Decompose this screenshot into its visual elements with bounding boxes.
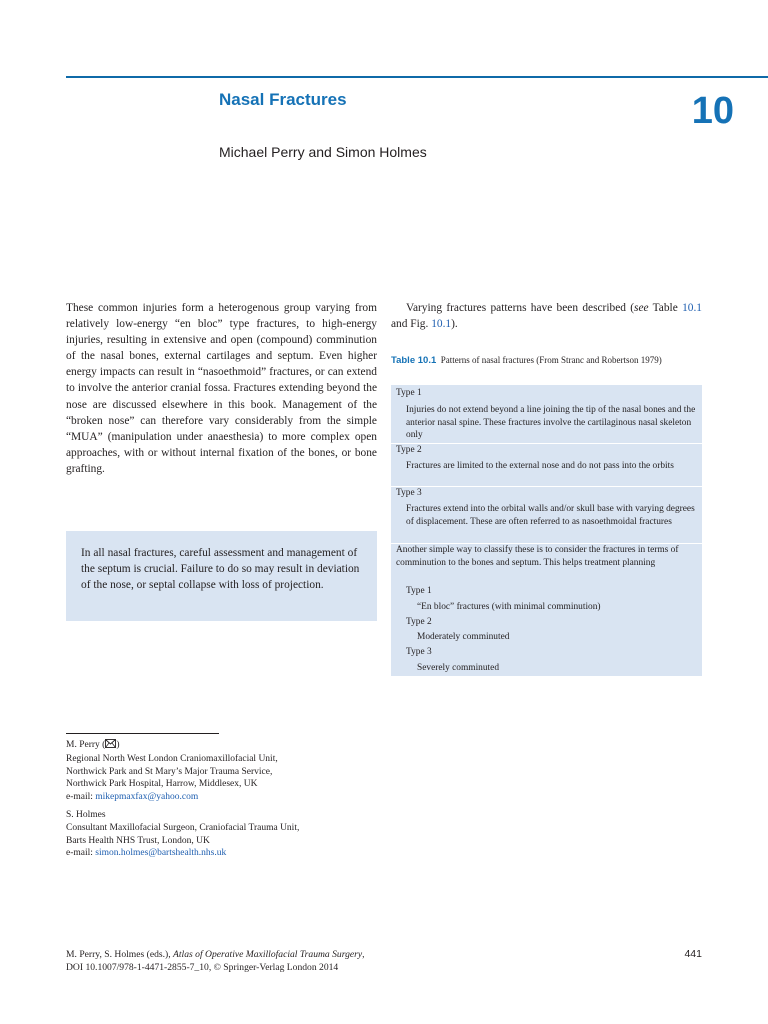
- patterns-paragraph: [391, 300, 702, 332]
- table-row-text: Injuries do not extend beyond a line joining the tip of the nasal bones and the anterior nasal spine. These fractures involve the cartilaginous nasal skeleton only: [406, 405, 696, 440]
- page-number: 441: [684, 948, 702, 960]
- citation-book-title: Atlas of Operative Maxillofacial Trauma Surgery: [173, 949, 363, 960]
- key-point-box: [66, 531, 377, 621]
- holmes-affiliation: Consultant Maxillofacial Surgeon, Craniofacial Trauma Unit,: [66, 822, 300, 833]
- envelope-icon[interactable]: [105, 739, 116, 753]
- chapter-authors: Michael Perry and Simon Holmes: [219, 144, 427, 160]
- table-row-text: Severely comminuted: [417, 663, 500, 673]
- table-row-heading: Type 3: [406, 647, 432, 657]
- table-alt-intro: Another simple way to classify these is to consider the fractures in terms of comminution to the bones and septum. This helps treatment planning: [396, 545, 679, 568]
- perry-name: M. Perry (: [66, 740, 106, 750]
- holmes-email-link[interactable]: simon.holmes@bartshealth.nhs.uk: [95, 848, 227, 859]
- table-row-text: Fractures extend into the orbital walls and/or skull base with varying degrees of displacement. These are often referred to as nasoethmoidal fractures: [406, 504, 695, 527]
- footnote-perry: [66, 739, 386, 804]
- table-reference-link[interactable]: 10.1: [682, 302, 702, 314]
- holmes-affiliation: Barts Health NHS Trust, London, UK: [66, 835, 210, 846]
- citation-footer: [66, 949, 365, 975]
- email-label: e-mail:: [66, 848, 96, 859]
- table-row-text: Moderately comminuted: [417, 632, 510, 642]
- perry-email-link[interactable]: mikepmaxfax@yahoo.com: [95, 792, 199, 803]
- chapter-title: Nasal Fractures: [219, 90, 347, 109]
- citation-comma: ,: [362, 949, 365, 960]
- table-row-heading: Type 2: [406, 617, 432, 627]
- fig-word: and Fig.: [391, 318, 432, 331]
- table-row-heading: Type 1: [406, 586, 432, 596]
- figure-reference-link[interactable]: 10.1: [431, 318, 452, 331]
- perry-affiliation: Northwick Park and St Mary’s Major Trauma Service,: [66, 766, 273, 777]
- patterns-text: Varying fractures patterns have been described (: [406, 302, 635, 314]
- table-label: Table 10.1: [391, 355, 437, 366]
- footnote-rule: [66, 733, 219, 734]
- intro-paragraph: These common injuries form a heterogenous group varying from relatively low-energy “en bloc” type fractures, to high-energy injuries, resulting in extensive and open (compound) comminution of the nasal bones, external cartilages and septum. Even higher energy impacts can result in “nasoethmoid” fractures, or can extend to involve the anterior cranial fossa. Fractures extending beyond the nose are discussed elsewhere in this book. Management of the “broken nose” can therefore vary considerably from the simple “MUA” (manipulation under anaesthesia) to more complex open approaches, with or without internal fixation of the bones, or bone grafting.: [66, 302, 377, 475]
- perry-affiliation: Northwick Park Hospital, Harrow, Middlesex, UK: [66, 779, 258, 790]
- fracture-patterns-table: [391, 385, 702, 676]
- email-label: e-mail:: [66, 792, 96, 803]
- citation-editors: M. Perry, S. Holmes (eds.),: [66, 949, 174, 960]
- see-word: see: [634, 302, 649, 314]
- holmes-name: S. Holmes: [66, 810, 106, 820]
- table-row-heading: Type 3: [396, 488, 422, 498]
- citation-doi: DOI 10.1007/978-1-4471-2855-7_10, © Springer-Verlag London 2014: [66, 961, 339, 973]
- table-row-heading: Type 2: [396, 445, 422, 455]
- patterns-close: ).: [451, 318, 458, 331]
- key-point-text: In all nasal fractures, careful assessment and management of the septum is crucial. Failure to do so may result in deviation of the nose, or septal collapse with loss of projection.: [81, 547, 360, 592]
- table-caption: [391, 354, 702, 368]
- footnote-holmes: [66, 809, 386, 860]
- table-word: Table: [648, 302, 683, 314]
- table-row-text: “En bloc” fractures (with minimal comminution): [417, 602, 601, 612]
- perry-affiliation: Regional North West London Craniomaxillofacial Unit,: [66, 753, 278, 764]
- table-row-text: Fractures are limited to the external nose and do not pass into the orbits: [406, 461, 674, 471]
- table-caption-text: Patterns of nasal fractures (From Stranc and Robertson 1979): [440, 355, 662, 365]
- header-rule: [66, 76, 768, 78]
- table-row-heading: Type 1: [396, 388, 422, 398]
- perry-name-close: ): [116, 740, 120, 750]
- chapter-number: 10: [691, 90, 734, 132]
